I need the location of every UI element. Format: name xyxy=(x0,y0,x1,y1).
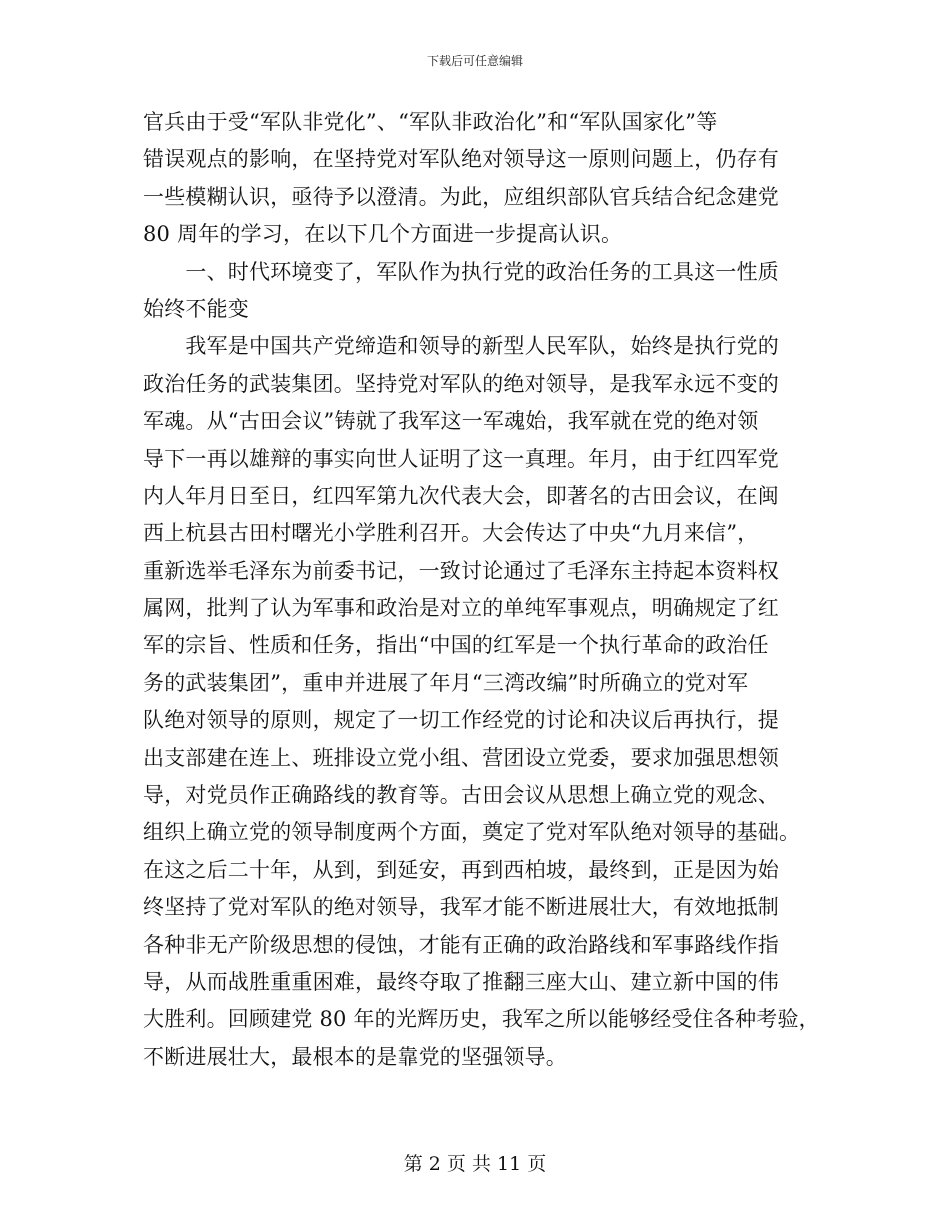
text-line: 不断进展壮大，最根本的是靠党的坚强领导。 xyxy=(143,1044,567,1069)
text-line: 各种非无产阶级思想的侵蚀，才能有正确的政治路线和军事路线作指 xyxy=(143,932,779,957)
text-line: 在这之后二十年，从到，到延安，再到西柏坡，最终到，正是因为始 xyxy=(143,857,779,882)
text-line: 军魂。从“古田会议”铸就了我军这一军魂始，我军就在党的绝对领 xyxy=(143,409,759,434)
text-line: 务的武装集团”，重申并进展了年月“三湾改编”时所确立的党对军 xyxy=(143,670,749,695)
section-heading-line: 始终不能变 xyxy=(143,296,249,321)
text-line: 导下一再以雄辩的事实向世人证明了这一真理。年月，由于红四军党 xyxy=(143,446,779,471)
text-line: 我军是中国共产党缔造和领导的新型人民军队，始终是执行党的 xyxy=(143,334,779,359)
page-header: 下载后可任意编辑 xyxy=(426,54,523,68)
text-line: 错误观点的影响，在坚持党对军队绝对领导这一原则问题上，仍存有 xyxy=(143,147,779,172)
text-line: 导，对党员作正确路线的教育等。古田会议从思想上确立党的观念、 xyxy=(143,783,779,808)
text-line: 一些模糊认识，亟待予以澄清。为此，应组织部队官兵结合纪念建党 xyxy=(143,184,779,209)
text-line: 西上杭县古田村曙光小学胜利召开。大会传达了中央“九月来信”， xyxy=(143,521,759,546)
document-body xyxy=(143,104,820,1076)
text-line: 导，从而战胜重重困难，最终夺取了推翻三座大山、建立新中国的伟 xyxy=(143,969,779,994)
page-number: 第 2 页 共 11 页 xyxy=(403,1153,547,1175)
text-line: 队绝对领导的原则，规定了一切工作经党的讨论和决议后再执行，提 xyxy=(143,708,779,733)
text-line: 军的宗旨、性质和任务，指出“中国的红军是一个执行革命的政治任 xyxy=(143,633,769,658)
text-line: 重新选举毛泽东为前委书记，一致讨论通过了毛泽东主持起本资料权 xyxy=(143,558,779,583)
text-line: 官兵由于受“军队非党化”、“军队非政治化”和“军队国家化”等 xyxy=(143,110,718,134)
text-line: 内人年月日至日，红四军第九次代表大会，即著名的古田会议，在闽 xyxy=(143,483,779,508)
text-line: 属网，批判了认为军事和政治是对立的单纯军事观点，明确规定了红 xyxy=(143,596,779,621)
text-line: 出支部建在连上、班排设立党小组、营团设立党委，要求加强思想领 xyxy=(143,745,779,770)
text-line: 政治任务的武装集团。坚持党对军队的绝对领导，是我军永远不变的 xyxy=(143,371,779,396)
text-line: 大胜利。回顾建党 80 年的光辉历史，我军之所以能够经受住各种考验， xyxy=(143,1007,820,1032)
text-line: 组织上确立党的领导制度两个方面，奠定了党对军队绝对领导的基础。 xyxy=(143,820,801,845)
section-heading-line: 一、时代环境变了，军队作为执行党的政治任务的工具这一性质 xyxy=(143,259,779,284)
text-line: 终坚持了党对军队的绝对领导，我军才能不断进展壮大，有效地抵制 xyxy=(143,895,779,920)
text-line: 80 周年的学习，在以下几个方面进一步提高认识。 xyxy=(143,222,623,247)
